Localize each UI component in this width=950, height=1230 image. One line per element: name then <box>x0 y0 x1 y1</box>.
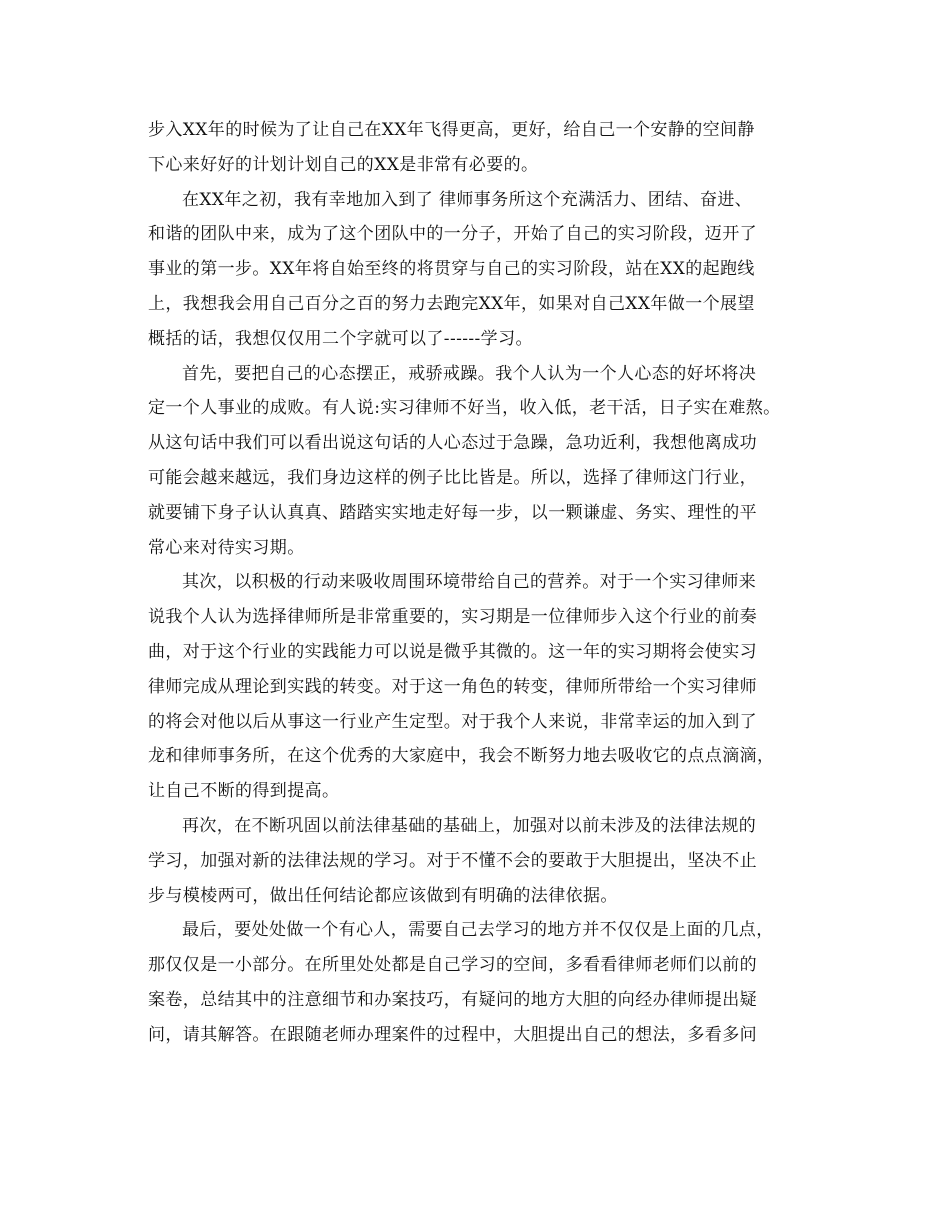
paragraph-start-line: 在XX年之初，我有幸地加入到了 律师事务所这个充满活力、团结、奋进、 <box>182 189 753 210</box>
text-line: 从这句话中我们可以看出说这句话的人心态过于急躁，急功近利，我想他离成功 <box>148 433 757 454</box>
text-line: 和谐的团队中来，成为了这个团队中的一分子，开始了自己的实习阶段，迈开了 <box>148 224 757 245</box>
text-line: 事业的第一步。XX年将自始至终的将贯穿与自己的实习阶段，站在XX的起跑线 <box>148 259 755 280</box>
text-line: 律师完成从理论到实践的转变。对于这一角色的转变，律师所带给一个实习律师 <box>148 676 757 697</box>
text-line: 定一个人事业的成败。有人说:实习律师不好当，收入低，老干活，日子实在难熬。 <box>148 398 781 419</box>
paragraph-start-line: 首先，要把自己的心态摆正，戒骄戒躁。我个人认为一个人心态的好坏将决 <box>182 363 757 384</box>
text-line: 概括的话，我想仅仅用二个字就可以了------学习。 <box>148 328 533 349</box>
text-line: 让自己不断的得到提高。 <box>148 781 340 802</box>
text-line: 那仅仅是一小部分。在所里处处都是自己学习的空间，多看看律师老师们以前的 <box>148 955 757 976</box>
text-line: 案卷，总结其中的注意细节和办案技巧，有疑问的地方大胆的向经办律师提出疑 <box>148 989 757 1010</box>
text-line: 学习，加强对新的法律法规的学习。对于不懂不会的要敢于大胆提出，坚决不止 <box>148 850 757 871</box>
text-line: 常心来对待实习期。 <box>148 537 305 558</box>
text-line: 下心来好好的计划计划自己的XX是非常有必要的。 <box>148 154 539 175</box>
paragraph-start-line: 其次，以积极的行动来吸收周围环境带给自己的营养。对于一个实习律师来 <box>182 572 757 593</box>
document-body <box>148 113 828 1053</box>
text-line: 曲，对于这个行业的实践能力可以说是微乎其微的。这一年的实习期将会使实习 <box>148 641 757 662</box>
paragraph-start-line: 最后，要处处做一个有心人，需要自己去学习的地方并不仅仅是上面的几点， <box>182 920 774 941</box>
text-line: 龙和律师事务所，在这个优秀的大家庭中，我会不断努力地去吸收它的点点滴滴， <box>148 746 775 767</box>
text-line: 步与模棱两可，做出任何结论都应该做到有明确的法律依据。 <box>148 885 618 906</box>
text-line: 就要铺下身子认认真真、踏踏实实地走好每一步，以一颗谦虚、务实、理性的平 <box>148 502 757 523</box>
text-line: 的将会对他以后从事这一行业产生定型。对于我个人来说，非常幸运的加入到了 <box>148 711 757 732</box>
paragraph-start-line: 再次，在不断巩固以前法律基础的基础上，加强对以前未涉及的法律法规的 <box>182 815 757 836</box>
text-line: 说我个人认为选择律师所是非常重要的，实习期是一位律师步入这个行业的前奏 <box>148 607 757 628</box>
text-line: 上，我想我会用自己百分之百的努力去跑完XX年，如果对自己XX年做一个展望 <box>148 293 755 314</box>
text-line: 步入XX年的时候为了让自己在XX年飞得更高，更好，给自己一个安静的空间静 <box>148 120 755 140</box>
text-line: 可能会越来越远，我们身边这样的例子比比皆是。所以，选择了律师这门行业， <box>148 467 757 488</box>
text-line: 问，请其解答。在跟随老师办理案件的过程中，大胆提出自己的想法，多看多问 <box>148 1024 757 1045</box>
